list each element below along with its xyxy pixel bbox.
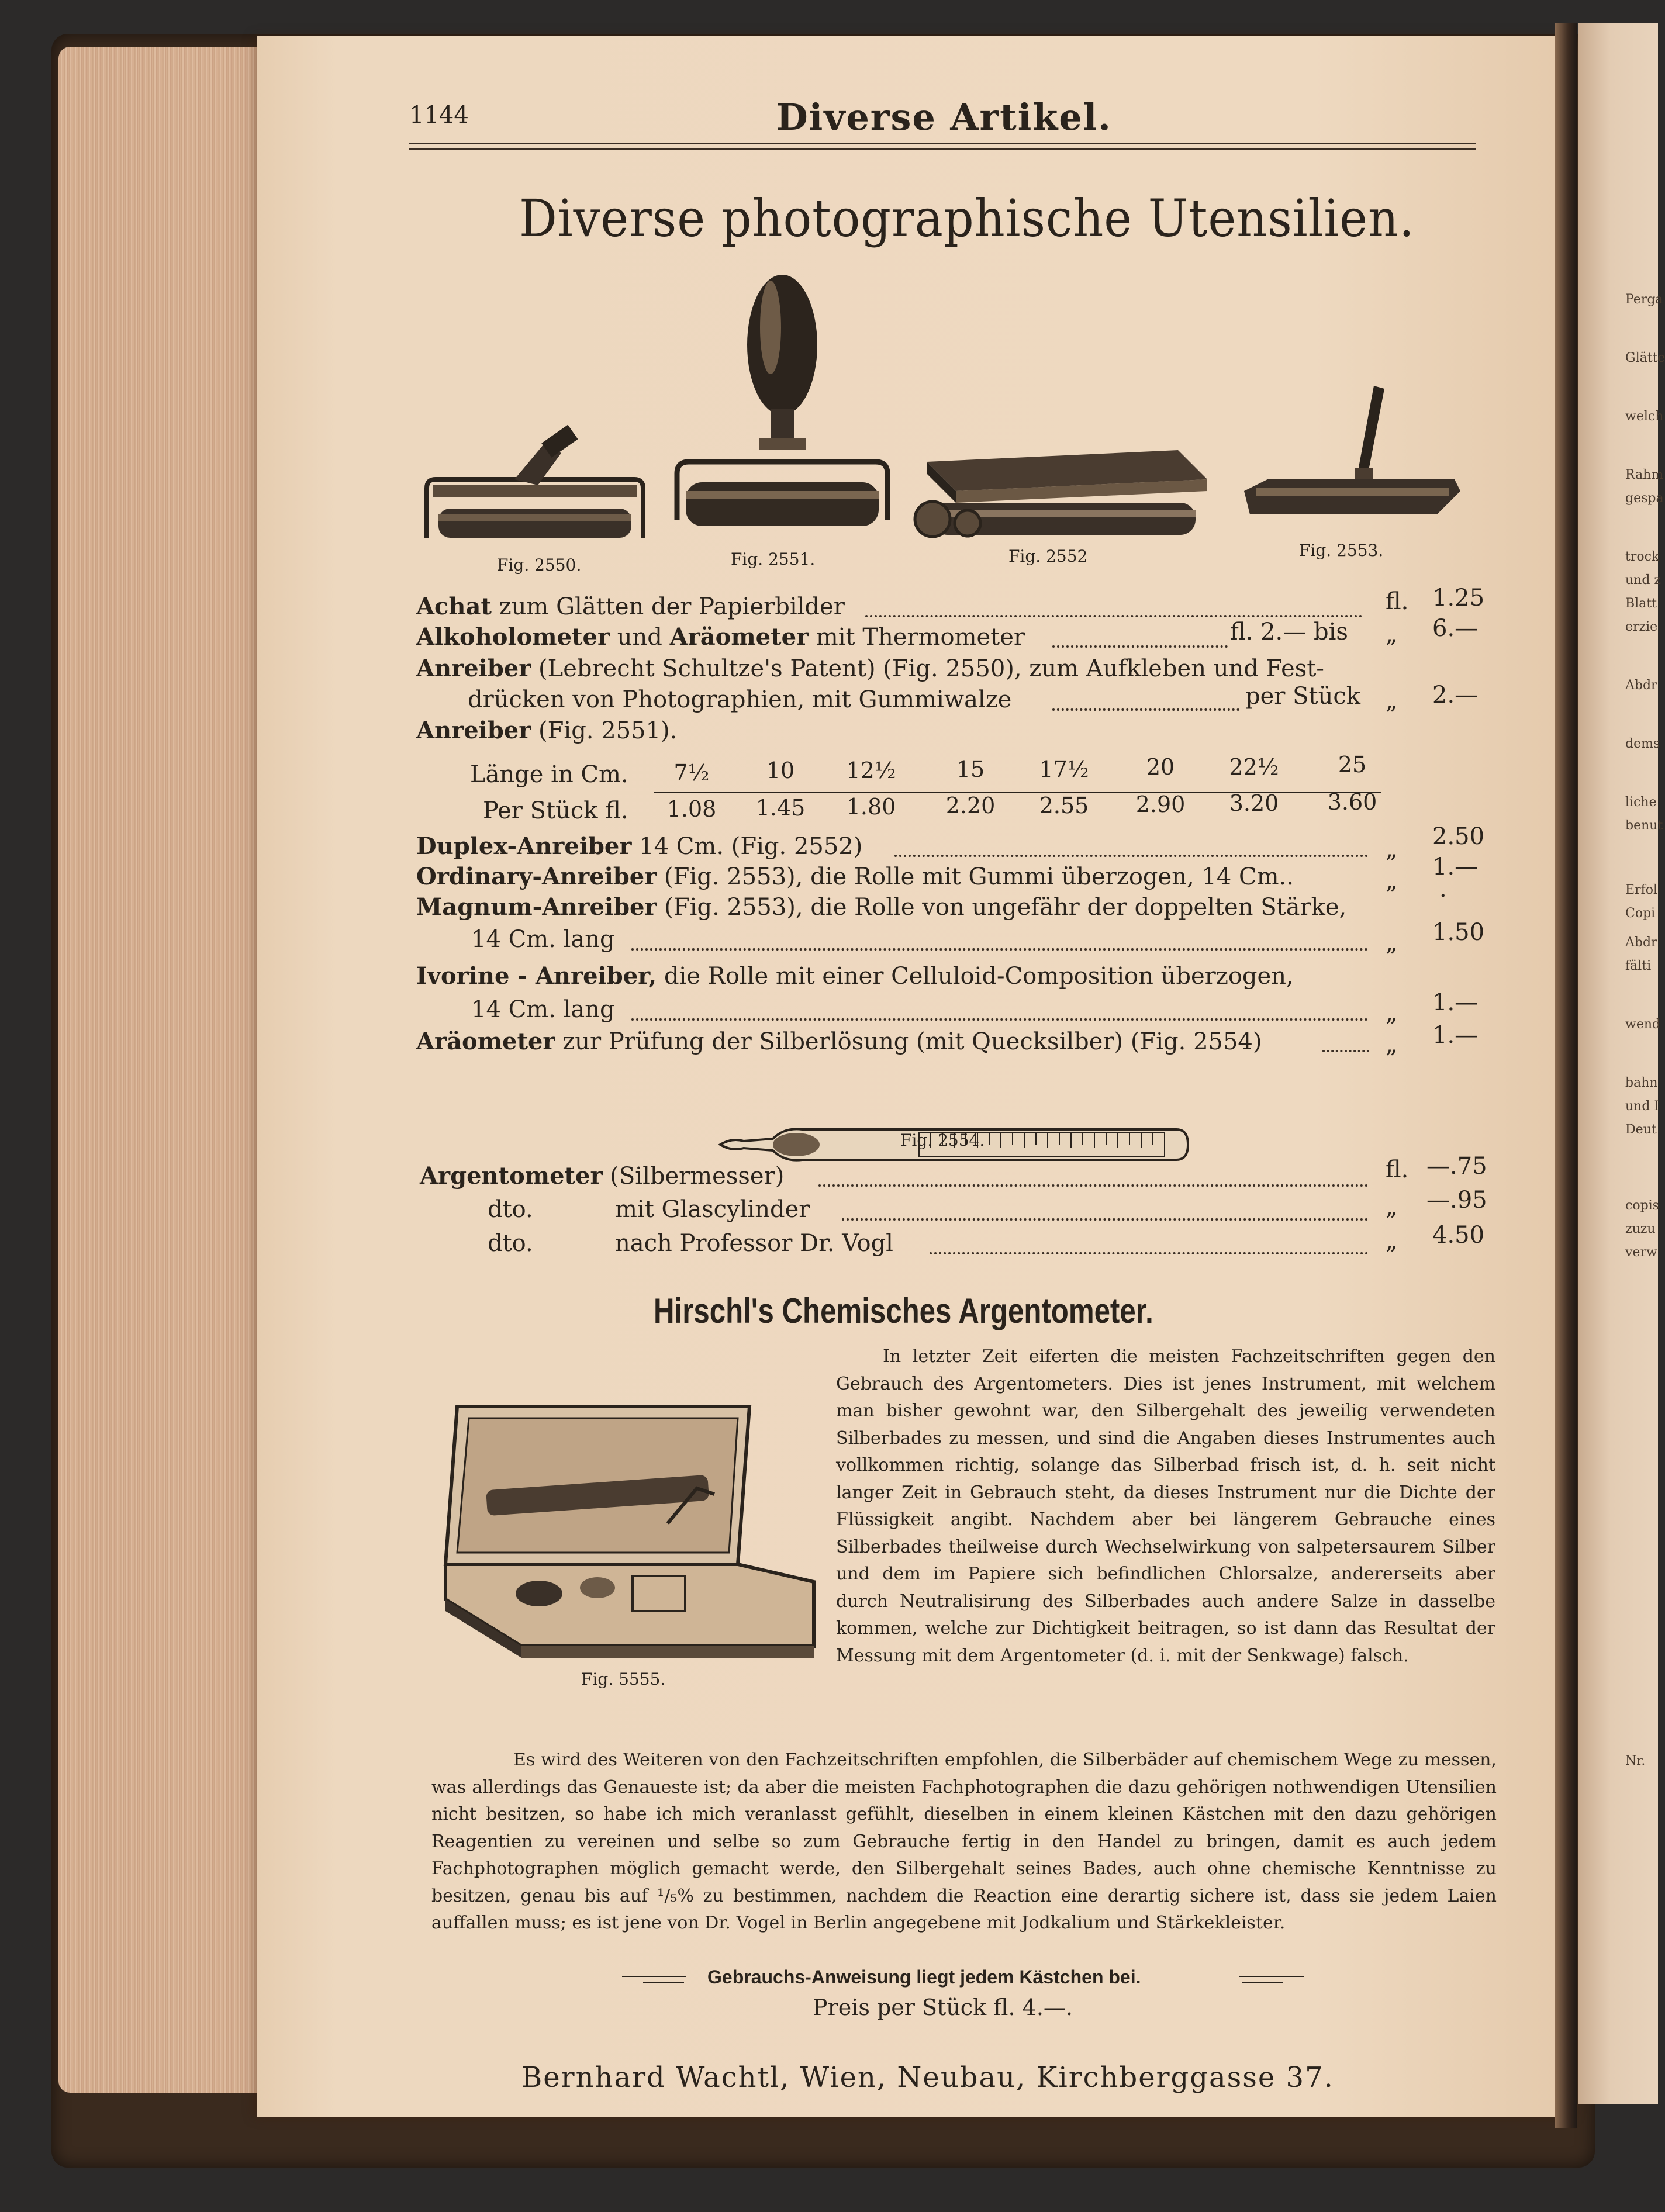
item-price: 2.50	[1432, 823, 1485, 850]
section-heading: Hirschl's Chemisches Argentometer.	[654, 1291, 1153, 1330]
item-name: Magnum-Anreiber	[416, 893, 657, 921]
ornament-rule	[622, 1976, 686, 1977]
table-cell-price: 1.45	[755, 795, 806, 821]
item-name: Argentometer	[420, 1162, 603, 1190]
leader-dots	[842, 1218, 1368, 1221]
list-item	[416, 623, 1025, 651]
item-desc: (Fig. 2551).	[531, 717, 678, 744]
item-name: Duplex-Anreiber	[416, 832, 632, 860]
item-desc-continued: drücken von Photographien, mit Gummiwalze	[468, 686, 1012, 713]
item-desc-continued: 14 Cm. lang	[471, 996, 615, 1023]
item-unit: „	[1386, 1228, 1398, 1254]
running-head: Diverse Artikel.	[776, 96, 1112, 139]
book-gutter	[1555, 23, 1577, 2128]
facing-page-fragment: dems	[1625, 737, 1660, 751]
item-from-price: fl. 2.— bis	[1230, 618, 1348, 645]
item-unit: „	[1386, 836, 1398, 863]
leader-dots	[1322, 1050, 1369, 1052]
fig-2554-caption: Fig. 2554.	[900, 1131, 985, 1150]
item-per: per Stück	[1245, 683, 1360, 710]
publisher-footer: Bernhard Wachtl, Wien, Neubau, Kirchberggasse 37.	[521, 2061, 1334, 2094]
facing-page-fragment: und I	[1625, 1099, 1660, 1114]
table-cell-length: 10	[766, 758, 795, 783]
facing-page-fragment: bahn	[1625, 1076, 1658, 1090]
facing-page-fragment: Erfol	[1625, 883, 1657, 897]
table-cell-price: 2.20	[945, 793, 996, 818]
fig-2553-caption: Fig. 2553.	[1299, 541, 1384, 560]
leader-dots	[631, 1018, 1368, 1021]
header-rule	[409, 143, 1476, 144]
leader-dots	[1052, 645, 1228, 648]
item-desc: zum Glätten der Papierbilder	[491, 593, 845, 620]
item-desc: (Lebrecht Schultze's Patent) (Fig. 2550), zum Aufkleben und Fest-	[531, 655, 1324, 682]
item-name: Achat	[416, 593, 492, 620]
fig-2550-caption: Fig. 2550.	[497, 555, 582, 575]
item-desc: mit Glascylinder	[615, 1196, 810, 1223]
duplex-roller-illustration	[909, 438, 1213, 544]
item-desc: mit Thermometer	[809, 624, 1025, 651]
item-price: —.75	[1426, 1153, 1487, 1180]
item-unit: „	[1386, 1031, 1398, 1058]
header-rule	[409, 148, 1476, 150]
list-item	[420, 1162, 784, 1190]
leader-dots	[930, 1252, 1368, 1254]
item-name: Aräometer	[416, 1028, 555, 1055]
table-cell-price: 1.08	[666, 796, 717, 822]
facing-page-fragment: Abdr	[1625, 935, 1657, 950]
facing-page-fragment: Deut	[1625, 1122, 1657, 1137]
item-desc: nach Professor Dr. Vogl	[615, 1230, 893, 1257]
facing-page-fragment: benut	[1625, 818, 1663, 833]
item-price: 4.50	[1432, 1222, 1485, 1249]
item-desc: (Fig. 2553), die Rolle mit Gummi überzogen, 14 Cm..	[657, 863, 1294, 890]
facing-page-fragment: Blatt	[1625, 596, 1657, 611]
item-name: Anreiber	[416, 655, 531, 682]
item-price: —.95	[1426, 1187, 1487, 1214]
facing-page-fragment: erzie	[1625, 620, 1658, 634]
facing-page-fragment: Abdr	[1625, 678, 1657, 693]
item-price: 1.—	[1432, 989, 1479, 1016]
facing-page-fragment: Glätte	[1625, 351, 1665, 365]
item-desc: die Rolle mit einer Celluloid-Composition überzogen,	[657, 963, 1294, 990]
item-desc: 14 Cm. (Fig. 2552)	[631, 833, 863, 860]
argentometer-case-illustration	[422, 1401, 818, 1664]
list-item	[416, 1028, 1262, 1055]
facing-page-fragment: Rahm	[1625, 468, 1664, 482]
table-cell-length: 25	[1338, 752, 1367, 777]
stick-roller-illustration	[1238, 380, 1466, 526]
list-item	[416, 962, 1294, 990]
hand-roller-illustration	[671, 275, 893, 544]
facing-page-fragment: Perga	[1625, 292, 1663, 307]
item-unit: „	[1386, 687, 1398, 714]
table-cell-length: 7½	[673, 760, 710, 786]
table-cell-price: 2.90	[1135, 792, 1186, 817]
item-name: dto.	[488, 1196, 533, 1223]
facing-page	[1578, 23, 1665, 2104]
item-unit: „	[1386, 1194, 1398, 1221]
list-item	[416, 863, 1294, 890]
fig-2552-caption: Fig. 2552	[1008, 547, 1088, 566]
list-item	[416, 832, 862, 860]
item-unit: „	[1386, 867, 1398, 894]
facing-page-fragment: Copi	[1625, 906, 1656, 921]
facing-page-fragment: gespa	[1625, 491, 1664, 506]
item-price: 1.—	[1432, 853, 1479, 880]
ornament-rule	[1242, 1982, 1283, 1983]
item-price: 1.—	[1432, 1022, 1479, 1049]
table-cell-price: 2.55	[1039, 793, 1089, 818]
table-label-length: Länge in Cm.	[470, 761, 628, 788]
description-paragraph: In letzter Zeit eiferten die meisten Fachzeitschriften gegen den Gebrauch des Argentometers. Dies ist jenes Instrument, mit welchem man bisher gewohnt war, den Silbergehalt des jeweilig verwendeten Silberbades zu messen, und sind die Angaben dieses Instrumentes auch vollkommen richtig, solange das Silberbad frisch ist, d. h. seit nicht langer Zeit in Gebrauch steht, da dieses Instrument nur die Dichte der Flüssigkeit angibt. Nachdem aber bei längerem Gebrauche eines Silberbades theilweise durch Wechselwirkung von salpetersaurem Silber und dem im Papiere sich befindlichen Chlorsalze, andererseits aber durch Neutralisirung des Silberbades auch andere Salze in dasselbe kommen, welche zur Dichtigkeit beitragen, so ist dann das Resultat der Messung mit dem Argentometer (d. i. mit der Senkwage) falsch.	[836, 1346, 1495, 1666]
facing-page-fragment: welch	[1625, 409, 1664, 424]
item-name: Ivorine - Anreiber,	[416, 962, 657, 990]
item-price: 6.—	[1432, 615, 1479, 642]
page-number: 1144	[409, 102, 469, 129]
ornament-rule	[1239, 1976, 1304, 1977]
item-name: dto.	[488, 1230, 533, 1257]
facing-page-fragment: copis	[1625, 1198, 1659, 1213]
facing-page-fragment: fälti	[1625, 959, 1652, 973]
facing-page-fragment: wend	[1625, 1017, 1661, 1032]
fig-2551-caption: Fig. 2551.	[731, 549, 816, 569]
leader-dots	[631, 948, 1368, 951]
table-cell-length: 20	[1146, 754, 1175, 780]
price-line: Preis per Stück fl. 4.—.	[813, 1995, 1073, 2020]
item-name: Alkoholometer	[416, 623, 610, 651]
item-unit: fl.	[1386, 588, 1409, 615]
item-desc: (Silbermesser)	[602, 1163, 785, 1190]
facing-page-fragment: trock	[1625, 549, 1660, 564]
leader-dots	[1052, 708, 1239, 711]
item-price: 1.50	[1432, 919, 1485, 946]
table-cell-length: 22½	[1229, 754, 1279, 780]
item-unit: fl.	[1386, 1156, 1409, 1183]
table-cell-price: 1.80	[846, 794, 896, 820]
fig-5555-caption: Fig. 5555.	[581, 1670, 666, 1689]
item-unit: „	[1386, 621, 1398, 648]
list-item	[416, 717, 677, 744]
leader-dots	[818, 1184, 1368, 1187]
section-title: Diverse photographische Utensilien.	[519, 188, 1415, 248]
list-item	[416, 593, 845, 620]
leader-dots	[894, 855, 1368, 857]
item-name: Aräometer	[669, 623, 809, 651]
ornament-rule	[643, 1982, 684, 1983]
item-desc: (Fig. 2553), die Rolle von ungefähr der doppelten Stärke,	[657, 894, 1347, 921]
item-desc-continued: 14 Cm. lang	[471, 926, 615, 953]
list-item	[416, 655, 1324, 682]
item-mark: ·	[1439, 883, 1447, 910]
list-item	[416, 893, 1346, 921]
item-name: Anreiber	[416, 717, 531, 744]
item-conjunction: und	[610, 624, 670, 651]
facing-page-fragment: verw	[1625, 1245, 1657, 1260]
facing-page-fragment: Nr.	[1625, 1754, 1646, 1768]
facing-page-fragment: und z	[1625, 573, 1661, 587]
item-unit: „	[1386, 1000, 1398, 1026]
squeegee-frame-illustration	[421, 421, 649, 555]
facing-page-fragment: liche	[1625, 795, 1657, 810]
facing-page-fragment: zuzu	[1625, 1222, 1656, 1236]
item-unit: „	[1386, 929, 1398, 956]
table-cell-price: 3.20	[1229, 790, 1279, 816]
item-desc: zur Prüfung der Silberlösung (mit Quecksilber) (Fig. 2554)	[555, 1028, 1262, 1055]
leader-dots	[865, 615, 1362, 617]
item-price: 2.—	[1432, 682, 1479, 708]
item-name: Ordinary-Anreiber	[416, 863, 657, 890]
table-label-price: Per Stück fl.	[483, 797, 628, 824]
description-paragraph: Es wird des Weiteren von den Fachzeitschriften empfohlen, die Silberbäder auf chemischem Wege zu messen, was allerdings das Genaueste ist; da aber die meisten Fachphotographen die dazu gehörigen nothwendigen Utensilien nicht besitzen, so habe ich mich veranlasst gefühlt, dieselben in einem kleinen Kästchen mit den dazu gehörigen Reagentien zu vereinen und selbe so zum Gebrauche fertig in den Handel zu bringen, damit es auch jedem Fachphotographen möglich gemacht werde, den Silbergehalt seines Bades, auch ohne chemische Kenntnisse zu besitzen, genau bis auf ¹/₅% zu bestimmen, nachdem die Reaction eine derartig sichere ist, dass sie jedem Laien auffallen muss; es ist jene von Dr. Vogel in Berlin angegebene mit Jodkalium und Stärkekleister.	[431, 1750, 1497, 1933]
table-cell-price: 3.60	[1327, 789, 1377, 815]
item-price: 1.25	[1432, 585, 1485, 611]
table-cell-length: 15	[956, 756, 985, 782]
instructions-notice: Gebrauchs-Anweisung liegt jedem Kästchen bei.	[707, 1966, 1141, 1988]
table-cell-length: 17½	[1039, 756, 1089, 782]
table-cell-length: 12½	[846, 758, 896, 783]
